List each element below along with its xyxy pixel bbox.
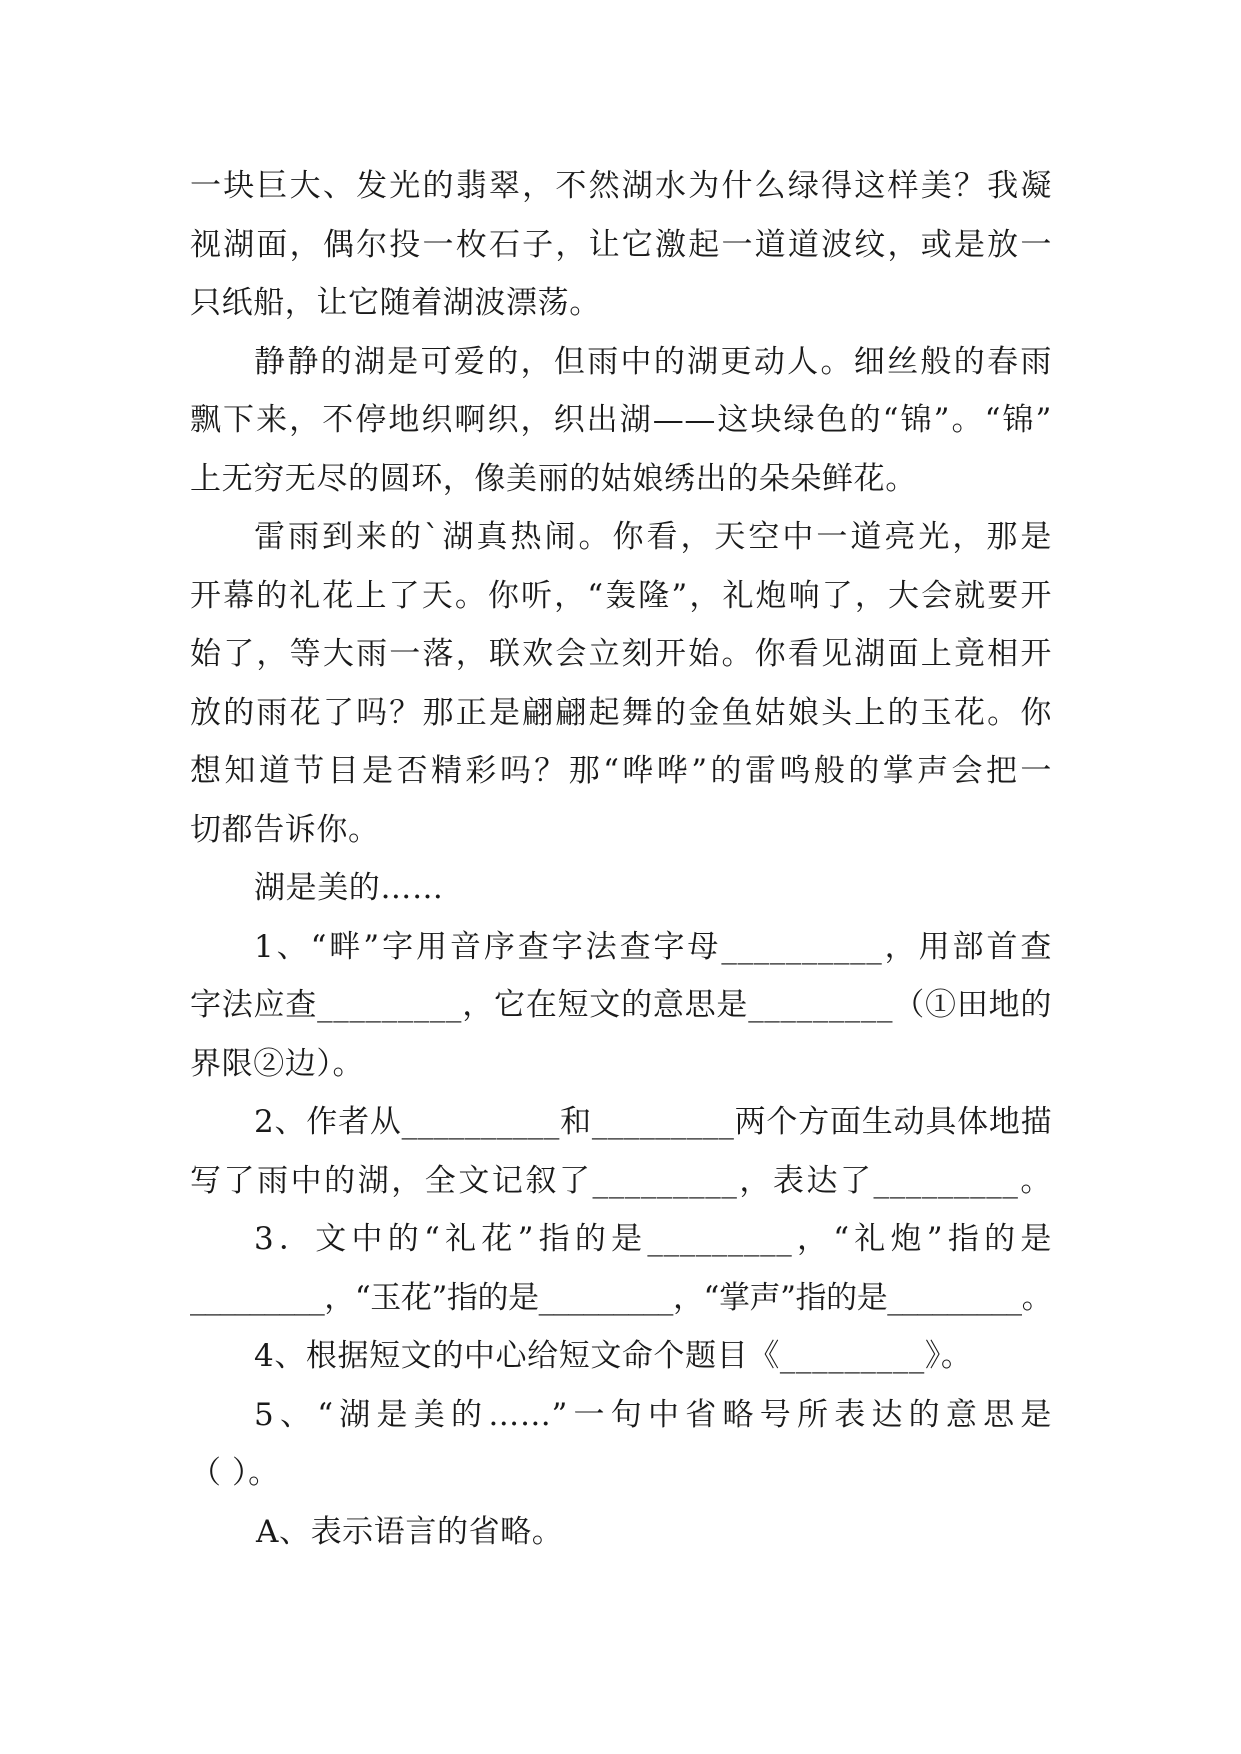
question-line: 4、根据短文的中心给短文命个题目《_________》。 — [254, 1338, 973, 1374]
text-line: 视湖面，偶尔投一枚石子，让它激起一道道波纹，或是放一 — [190, 226, 1052, 263]
text-line: 只纸船，让它随着湖波漂荡。 — [190, 285, 601, 321]
text-line: 始了，等大雨一落，联欢会立刻开始。你看见湖面上竟相开 — [190, 636, 1052, 672]
question-line: 写了雨中的湖，全文记叙了_________，表达了_________。 — [190, 1162, 1052, 1199]
question-line: 2、作者从__________和_________两个方面生动具体地描 — [254, 1104, 1052, 1140]
question-line: （ ）。 — [190, 1455, 280, 1491]
text-line: 湖是美的…… — [254, 870, 444, 906]
text-line: 雷雨到来的`湖真热闹。你看，天空中一道亮光，那是 — [254, 519, 1052, 555]
text-line: 想知道节目是否精彩吗？那“哗哗”的雷鸣般的掌声会把一 — [190, 753, 1052, 789]
question-line: _________，“玉花”指的是_________，“掌声”指的是_________。 — [190, 1279, 1052, 1316]
question-line: 字法应查_________，它在短文的意思是_________（①田地的 — [190, 987, 1052, 1023]
text-line: 放的雨花了吗？那正是翩翩起舞的金鱼姑娘头上的玉花。你 — [190, 694, 1052, 731]
question-line: 界限②边）。 — [190, 1045, 365, 1082]
text-line: 一块巨大、发光的翡翠，不然湖水为什么绿得这样美？我凝 — [190, 168, 1052, 204]
text-line: 静静的湖是可爱的，但雨中的湖更动人。细丝般的春雨 — [254, 343, 1052, 380]
question-line: 1、“畔”字用音序查字法查字母__________，用部首查 — [254, 928, 1052, 965]
text-line: 上无穷无尽的圆环，像美丽的姑娘绣出的朵朵鲜花。 — [190, 460, 917, 497]
document-body — [190, 157, 1052, 1561]
text-line: 飘下来，不停地织啊织，织出湖——这块绿色的“锦”。“锦” — [190, 402, 1052, 438]
text-line: 开幕的礼花上了天。你听，“轰隆”，礼炮响了，大会就要开 — [190, 577, 1052, 614]
option-line: A、表示语言的省略。 — [256, 1513, 564, 1550]
question-line: 3．文中的“礼花”指的是_________，“礼炮”指的是 — [254, 1221, 1052, 1257]
question-line: 5、“湖是美的……”一句中省略号所表达的意思是 — [254, 1396, 1052, 1433]
text-line: 切都告诉你。 — [190, 811, 380, 848]
